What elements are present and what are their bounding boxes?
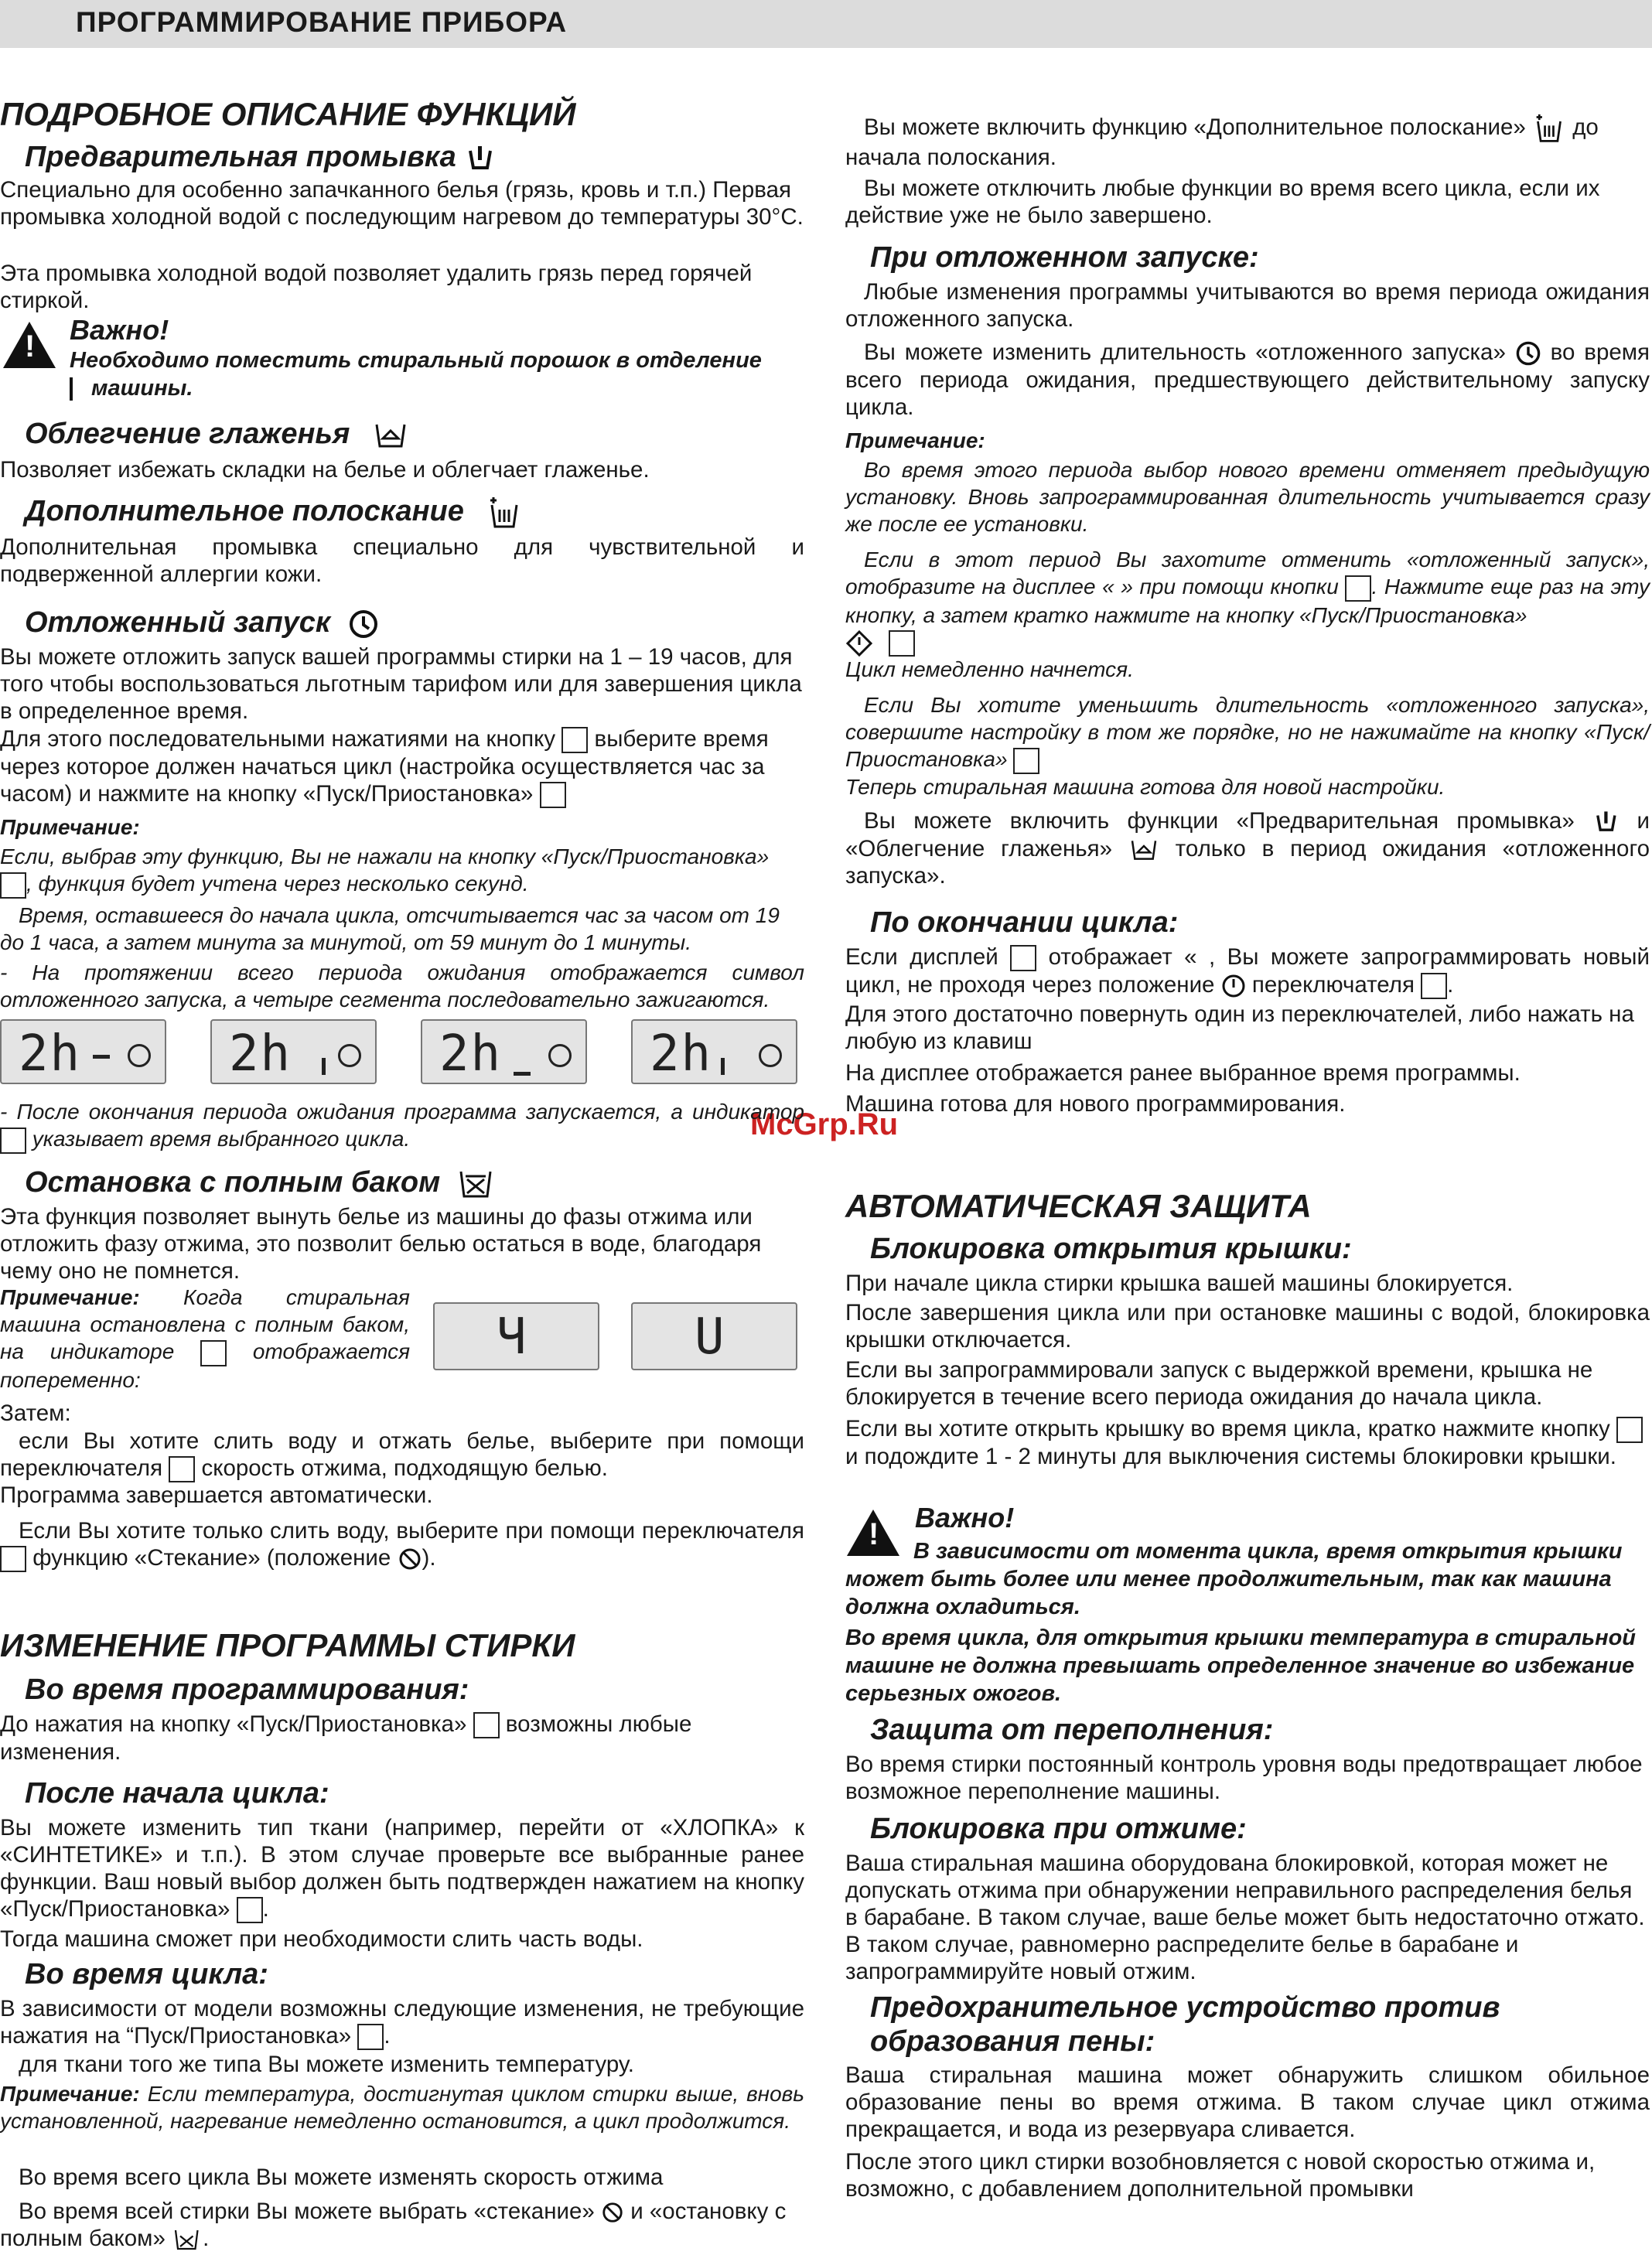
delay-display-2 xyxy=(210,1019,377,1084)
rinse-hold-p1: Эта функция позволяет вынуть белье из машины до фазы отжима или отложить фазу отжима, это позволит белью остаться в воде, благодаря чему оно не помнется. xyxy=(0,1204,762,1284)
prewash-icon xyxy=(1592,809,1619,835)
delayed-p3b: и «Облегчение глаженья» xyxy=(845,808,1650,862)
lid-lock-p2: После завершения цикла или при остановке машины с водой, блокировка крышки отключается. xyxy=(845,1300,1650,1353)
delay-display-1-text: 2h xyxy=(19,1025,82,1083)
rinse-hold-note xyxy=(0,1284,410,1394)
rinse-hold-p3: Программа завершается автоматически. xyxy=(0,1482,433,1508)
lid-lock-p1: При начале цикла стирки крышка вашей машины блокируется. xyxy=(845,1271,1514,1296)
during-cycle-note xyxy=(0,2080,804,2134)
lid-lock-p4b: и подождите 1 - 2 минуты для выключения системы блокировки крышки. xyxy=(845,1444,1616,1470)
right-p2: Вы можете отключить любые функции во время всего цикла, если их действие уже не было завершено. xyxy=(845,176,1600,228)
prewash-p2: Эта промывка холодной водой позволяет удалить грязь перед горячей стиркой. xyxy=(0,261,753,313)
warning-icon: ! xyxy=(847,1510,899,1556)
rinse-hold-note-b: отображается попеременно: xyxy=(0,1339,411,1392)
rinse-hold-icon xyxy=(172,2228,203,2251)
start-pause-button-icon xyxy=(0,872,26,899)
during-cycle-p1-text: В зависимости от модели возможны следующие изменения, не требующие нажатия на “Пуск/Приостановка» xyxy=(0,1996,804,2049)
start-pause-button-icon xyxy=(540,782,566,808)
during-cycle-p4b: и «остановку с полным баком» xyxy=(0,2199,787,2251)
overflow-p1: Во время стирки постоянный контроль уровня воды предотвращает любое возможное переполнение машины. xyxy=(845,1752,1643,1804)
delay-display-1 xyxy=(0,1019,166,1084)
delay-note1a: Если, выбрав эту функцию, Вы не нажали на кнопку «Пуск/Приостановка» xyxy=(0,844,770,868)
selector-icon xyxy=(1421,973,1447,999)
power-off-icon xyxy=(1221,974,1246,998)
page-title: ПРОГРАММИРОВАНИЕ ПРИБОРА xyxy=(76,6,568,38)
end-cycle-title: По окончании цикла: xyxy=(870,906,1179,939)
delayed-title: При отложенном запуске: xyxy=(870,241,1259,274)
selector-icon xyxy=(0,1546,26,1572)
delay-button-icon xyxy=(561,727,588,753)
rinse-hold-icon xyxy=(456,1168,497,1199)
after-start-p1a: Вы можете изменить тип ткани (например, перейти от «ХЛОПКА» к «СИНТЕТИКЕ» и т.п.). В этом случае проверьте все выбранные ранее функции. Ваш новый выбор должен быть подтвержден нажатием на кнопку «Пуск/Приостановка» xyxy=(0,1815,804,1922)
clock-icon xyxy=(128,1044,151,1067)
rinse-hold-display-2-text: U xyxy=(695,1308,726,1366)
delayed-p2 xyxy=(845,339,1650,421)
during-prog-p1a: До нажатия на кнопку «Пуск/Приостановка» xyxy=(0,1711,467,1737)
rinse-hold-note-label: Примечание: xyxy=(0,1285,140,1309)
rinse-hold-title-text: Остановка с полным баком xyxy=(25,1166,441,1199)
start-pause-button-icon xyxy=(473,1712,500,1738)
right-p1a: Вы можете включить функцию «Дополнительное полоскание» xyxy=(864,114,1526,140)
clock-icon xyxy=(759,1044,782,1067)
delayed-note5: Теперь стиральная машина готова для новой настройки. xyxy=(845,775,1446,799)
delayed-p3a: Вы можете включить функции «Предварительная промывка» xyxy=(864,808,1575,834)
during-cycle-p4a: Во время всей стирки Вы можете выбрать «стекание» xyxy=(19,2199,595,2224)
during-cycle-note-label: Примечание: xyxy=(0,2082,140,2106)
header-bar xyxy=(0,0,1652,48)
delay-p1: Вы можете отложить запуск вашей программы стирки на 1 – 19 часов, для того чтобы воспользоваться льготным тарифом или для завершения цикла в определенное время. xyxy=(0,644,802,724)
rinse-hold-p4a: Если Вы хотите только слить воду, выберите при помощи переключателя xyxy=(19,1518,804,1544)
lid-lock-p3: Если вы запрограммировали запуск с выдержкой времени, крышка не блокируется в течение всего периода ожидания до начала цикла. xyxy=(845,1357,1593,1410)
start-pause-button-icon xyxy=(1013,748,1039,774)
delay-display-4 xyxy=(631,1019,797,1084)
delayed-p3c: только в период ожидания «отложенного запуска». xyxy=(845,836,1650,889)
functions-title: ПОДРОБНОЕ ОПИСАНИЕ ФУНКЦИЙ xyxy=(0,96,576,132)
lid-lock-important-1: В зависимости от момента цикла, время открытия крышки может быть более или менее продолжительным, так как машина должна охладиться. xyxy=(845,1539,1623,1619)
delay-display-3 xyxy=(421,1019,587,1084)
lid-lock-title: Блокировка открытия крышки: xyxy=(870,1233,1352,1265)
rinse-hold-note-a: Когда стиральная машина остановлена с полным баком, на индикаторе xyxy=(0,1285,411,1363)
delayed-note1: Во время этого периода выбор нового времени отменяет предыдущую установку. Вновь запрограммированная длительность учитывается сразу же после ее установки. xyxy=(845,458,1650,536)
delayed-note4a: Если Вы хотите уменьшить длительность «отложенного запуска», совершите настройку в том же порядке, но не нажимайте на кнопку «Пуск/Приостановка» xyxy=(845,693,1650,771)
prewash-p1: Специально для особенно запачканного белья (грязь, кровь и т.п.) Первая промывка холодной водой с последующим нагревом до температуры 30°С. xyxy=(0,177,804,230)
drain-icon xyxy=(398,1547,422,1571)
foam-p1: Ваша стиральная машина может обнаружить слишком обильное образование пены во время отжима. В таком случае цикл отжима прекращается, и вода из резервуара сливается. xyxy=(845,2062,1650,2142)
delay-note4 xyxy=(0,1098,804,1154)
delayed-note-label: Примечание: xyxy=(845,428,985,452)
display-indicator-icon xyxy=(200,1340,227,1366)
delay-note4b: указывает время выбранного цикла. xyxy=(32,1127,411,1151)
delay-title-text: Отложенный запуск xyxy=(25,606,331,639)
delayed-p2b: во время всего периода ожидания, предшествующего действительному запуску цикла. xyxy=(845,339,1650,421)
end-cycle-p1: Если дисплей отображает « , Вы можете запрограммировать новый цикл, не проходя через положение переключателя . xyxy=(845,943,1650,999)
delay-note3: - На протяжении всего периода ожидания отображается символ отложенного запуска, а четыре сегмента последовательно зажигаются. xyxy=(0,960,804,1012)
rinse-hold-p4b: функцию «Стекание» (положение xyxy=(32,1545,391,1571)
clock-icon xyxy=(548,1044,572,1067)
after-start-p2: Тогда машина сможет при необходимости слить часть воды. xyxy=(0,1926,643,1952)
during-cycle-note-text: Если температура, достигнутая циклом стирки выше, вновь установленной, нагревание немедленно остановится, а цикл продолжится. xyxy=(0,2082,805,2133)
end-cycle-p4: Машина готова для нового программирования. xyxy=(845,1091,1346,1117)
clock-icon xyxy=(348,609,379,640)
during-prog-p1 xyxy=(0,1711,804,1765)
start-pause-button-icon xyxy=(1616,1417,1643,1443)
after-start-p1: Вы можете изменить тип ткани (например, перейти от «ХЛОПКА» к «СИНТЕТИКЕ» и т.п.). В этом случае проверьте все выбранные ранее функции. Ваш новый выбор должен быть подтвержден нажатием на кнопку «Пуск/Приостановка» . xyxy=(0,1814,804,1923)
delay-title xyxy=(25,606,379,640)
display-indicator-icon xyxy=(1010,945,1036,971)
easy-iron-title xyxy=(25,418,409,451)
watermark: McGrp.Ru xyxy=(750,1107,899,1141)
change-title: ИЗМЕНЕНИЕ ПРОГРАММЫ СТИРКИ xyxy=(0,1627,575,1663)
foam-p2: После этого цикл стирки возобновляется с новой скоростью отжима и, возможно, с добавлением дополнительной промывки xyxy=(845,2149,1596,2202)
foam-title: Предохранительное устройство против образования пены: xyxy=(870,1991,1500,2058)
end-cycle-p1b: отображает « , Вы можете запрограммировать новый цикл, не проходя через положение xyxy=(845,944,1650,998)
compartment-icon xyxy=(70,377,73,401)
start-pause-button-icon xyxy=(237,1897,263,1923)
during-cycle-title: Во время цикла: xyxy=(25,1958,268,1991)
end-cycle-p1a: Если дисплей xyxy=(845,944,998,970)
extra-rinse-icon xyxy=(486,496,523,530)
display-segment xyxy=(514,1072,531,1076)
delayed-note2b: . Нажмите еще раз на эту кнопку, а затем кратко нажмите на кнопку «Пуск/Приостановка» xyxy=(845,575,1650,627)
drain-icon xyxy=(601,2201,624,2224)
delay-button-icon xyxy=(1345,575,1371,602)
start-pause-icon xyxy=(845,629,873,657)
easy-iron-p1: Позволяет избежать складки на белье и облегчает глаженье. xyxy=(0,457,650,483)
rinse-hold-p4c: ). xyxy=(422,1545,436,1571)
end-cycle-p3: На дисплее отображается ранее выбранное время программы. xyxy=(845,1060,1521,1086)
overflow-title: Защита от переполнения: xyxy=(870,1714,1274,1746)
easy-iron-icon xyxy=(372,421,409,449)
delayed-p3 xyxy=(845,807,1650,889)
delay-display-3-text: 2h xyxy=(439,1025,503,1083)
display-segment xyxy=(322,1058,326,1075)
extra-rinse-icon xyxy=(1532,113,1566,144)
during-cycle-p3: Во время всего цикла Вы можете изменять скорость отжима xyxy=(19,2165,664,2190)
rinse-hold-p2a: если Вы хотите слить воду и отжать белье, выберите при помощи переключателя xyxy=(0,1428,804,1481)
prewash-icon xyxy=(464,143,495,174)
lid-lock-important-title: Важно! xyxy=(915,1502,1015,1533)
during-prog-title: Во время программирования: xyxy=(25,1673,469,1706)
lid-lock-p4a: Если вы хотите открыть крышку во время цикла, кратко нажмите кнопку xyxy=(845,1416,1610,1441)
spin-selector-icon xyxy=(169,1456,195,1482)
end-cycle-p1c: переключателя xyxy=(1251,972,1415,998)
extra-rinse-title-text: Дополнительное полоскание xyxy=(25,495,464,527)
delay-note1 xyxy=(0,843,804,899)
delay-note4a: - После окончания периода ожидания программа запускается, а индикатор xyxy=(0,1100,804,1124)
prewash-important-text2 xyxy=(70,374,193,402)
prewash-title xyxy=(25,141,495,174)
right-p1b: до начала полоскания. xyxy=(845,114,1599,170)
during-cycle-p4: Во время всей стирки Вы можете выбрать «стекание» и «остановку с полным баком» . xyxy=(0,2199,787,2251)
delay-display-2-text: 2h xyxy=(229,1025,292,1083)
delay-p2b: выберите время через которое должен начаться цикл (настройка осуществляется час за часом) и нажмите на кнопку «Пуск/Приостановка» xyxy=(0,726,769,807)
delayed-note4 xyxy=(845,691,1650,774)
delay-p2a: Для этого последовательными нажатиями на кнопку xyxy=(0,726,556,752)
prewash-title-text: Предварительная промывка xyxy=(25,141,456,173)
display-segment xyxy=(93,1055,110,1059)
during-cycle-p2: для ткани того же типа Вы можете изменить температуру. xyxy=(19,2052,634,2077)
prewash-important-text: Необходимо поместить стиральный порошок в отделение xyxy=(70,348,762,373)
delayed-note2a: Если в этот период Вы захотите отменить «отложенный запуск», отобразите на дисплее « » при помощи кнопки xyxy=(845,548,1650,599)
end-cycle-p2: Для этого достаточно повернуть один из переключателей, либо нажать на любую из клавиш xyxy=(845,1001,1634,1054)
lid-lock-important-2: Во время цикла, для открытия крышки температура в стиральной машине не должна превышать определенное значение во избежание серьезных ожогов. xyxy=(845,1626,1637,1706)
extra-rinse-title xyxy=(25,495,523,530)
delayed-p2a: Вы можете изменить длительность «отложенного запуска» xyxy=(864,339,1506,365)
during-prog-p1b: возможны любые изменения. xyxy=(0,1711,692,1765)
start-pause-button-icon xyxy=(357,2024,384,2050)
easy-iron-icon xyxy=(1128,838,1159,861)
during-cycle-p1: В зависимости от модели возможны следующие изменения, не требующие нажатия на “Пуск/Приостановка» . xyxy=(0,1995,804,2050)
warning-icon: ! xyxy=(3,322,56,368)
display-indicator-icon xyxy=(0,1128,26,1154)
delay-note1b: , функция будет учтена через несколько секунд. xyxy=(26,872,529,896)
delayed-p1: Любые изменения программы учитываются во время периода ожидания отложенного запуска. xyxy=(845,279,1650,332)
clock-icon xyxy=(338,1044,361,1067)
delayed-note3: Цикл немедленно начнется. xyxy=(845,657,1134,681)
auto-title: АВТОМАТИЧЕСКАЯ ЗАЩИТА xyxy=(845,1188,1312,1224)
spin-lock-title: Блокировка при отжиме: xyxy=(870,1813,1247,1845)
spin-lock-p1: Ваша стиральная машина оборудована блокировкой, которая может не допускать отжима при обнаружении неправильного распределения белья в барабане. В таком случае, ваше белье может быть недостаточно отжато. В таком случае, равномерно распределите белье в барабане и запрограммируйте новый отжим. xyxy=(845,1851,1645,1984)
delayed-note2 xyxy=(845,546,1650,657)
prewash-important-text2-label: машины. xyxy=(91,376,193,401)
display-segment xyxy=(721,1058,725,1075)
rinse-hold-p2b: скорость отжима, подходящую белью. xyxy=(201,1455,608,1481)
lid-lock-p4 xyxy=(845,1415,1650,1470)
rinse-hold-p4 xyxy=(0,1517,804,1572)
after-start-title: После начала цикла: xyxy=(25,1777,329,1810)
delay-p2 xyxy=(0,725,804,808)
delay-note2: Время, оставшееся до начала цикла, отсчитывается час за часом от 19 до 1 часа, а затем минута за минутой, от 59 минут до 1 минуты. xyxy=(0,903,780,954)
rinse-hold-then: Затем: xyxy=(0,1400,71,1426)
rinse-hold-title xyxy=(25,1166,497,1199)
delay-note-label: Примечание: xyxy=(0,815,140,839)
extra-rinse-p1: Дополнительная промывка специально для чувствительной и подверженной аллергии кожи. xyxy=(0,534,804,587)
delay-display-4-text: 2h xyxy=(650,1025,713,1083)
prewash-important-title: Важно! xyxy=(70,314,169,346)
start-pause-button-icon xyxy=(889,630,915,657)
clock-icon xyxy=(1515,340,1541,367)
rinse-hold-p2 xyxy=(0,1428,804,1482)
right-p1 xyxy=(845,113,1650,171)
rinse-hold-display-1-text: Ч xyxy=(497,1308,528,1366)
rinse-hold-display-1 xyxy=(433,1302,599,1370)
easy-iron-title-text: Облегчение глаженья xyxy=(25,418,350,450)
rinse-hold-display-2 xyxy=(631,1302,797,1370)
